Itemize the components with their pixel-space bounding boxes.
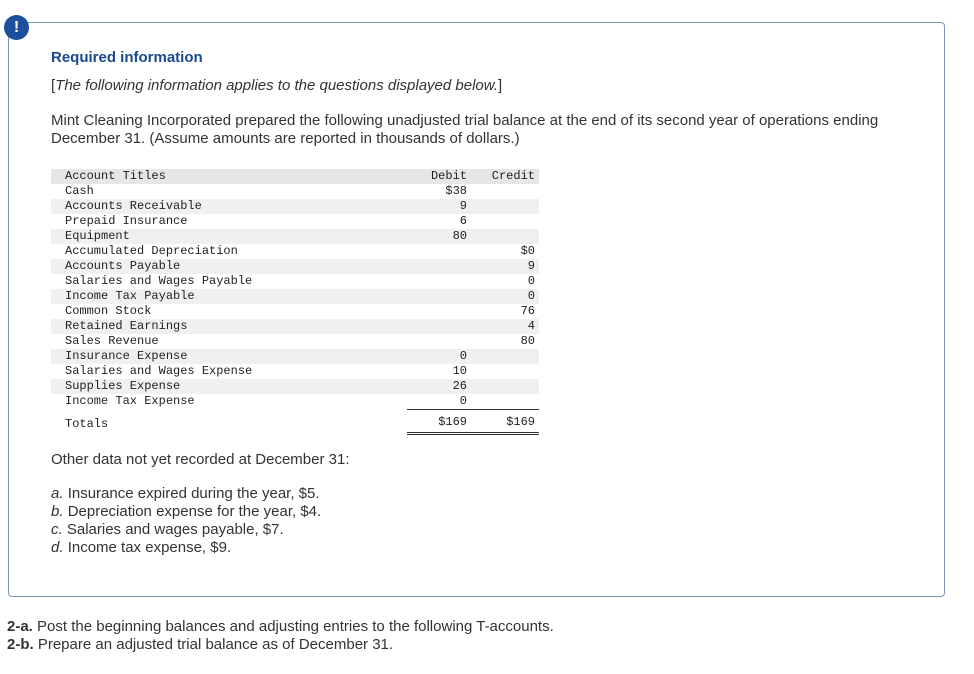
header-debit: Debit (407, 169, 475, 184)
account-cell: Supplies Expense (51, 379, 407, 394)
question-label: 2-a. (7, 618, 33, 635)
account-cell: Prepaid Insurance (65, 214, 188, 228)
credit-cell (475, 199, 539, 214)
list-item-letter: c. (51, 521, 63, 538)
credit-cell (475, 184, 539, 199)
debit-cell (407, 244, 475, 259)
totals-row (51, 410, 539, 434)
list-item (51, 521, 321, 539)
table-row (51, 259, 539, 274)
list-item-letter: b. (51, 503, 64, 520)
question-item (7, 636, 554, 654)
question-text: Prepare an adjusted trial balance as of December 31. (37, 636, 394, 653)
header-credit: Credit (475, 169, 539, 184)
account-cell: Salaries and Wages Expense (65, 364, 253, 378)
credit-cell: 0 (527, 274, 535, 288)
list-item (51, 485, 321, 503)
credit-cell (475, 394, 539, 410)
debit-cell: $38 (445, 184, 467, 198)
list-item-text: Insurance expired during the year, $5. (67, 485, 320, 502)
credit-cell: 80 (520, 334, 535, 348)
account-cell: Insurance Expense (51, 349, 407, 364)
credit-cell: 4 (475, 319, 539, 334)
question-text: Post the beginning balances and adjusting entries to the following T-accounts. (37, 618, 554, 635)
table-header-row (51, 169, 539, 184)
table-row (51, 244, 539, 259)
table-row (51, 349, 539, 364)
debit-cell: 9 (407, 199, 475, 214)
totals-debit: $169 (407, 410, 475, 434)
question-item (7, 618, 554, 636)
credit-cell (475, 379, 539, 394)
credit-cell (475, 214, 539, 229)
table-row (51, 184, 539, 199)
table-row (51, 289, 539, 304)
credit-cell (475, 349, 539, 364)
debit-cell: 10 (452, 364, 467, 378)
required-info-title: Required information (51, 49, 203, 66)
debit-cell: 0 (407, 349, 475, 364)
list-item-text: Salaries and wages payable, $7. (66, 521, 284, 538)
debit-cell (407, 274, 475, 289)
table-row (51, 199, 539, 214)
alert-icon: ! (4, 15, 29, 40)
debit-cell (407, 289, 475, 304)
credit-cell: 0 (475, 289, 539, 304)
info-note-text: The following information applies to the questions displayed below. (55, 77, 498, 94)
table-row (51, 214, 539, 229)
account-cell: Common Stock (65, 304, 152, 318)
account-cell: Cash (65, 184, 94, 198)
table-row (51, 334, 539, 349)
account-cell: Salaries and Wages Payable (65, 274, 253, 288)
debit-cell (407, 259, 475, 274)
account-cell: Accounts Payable (51, 259, 407, 274)
totals-label: Totals (65, 416, 109, 431)
info-note: [The following information applies to the questions displayed below.] (51, 77, 503, 94)
debit-cell (407, 334, 475, 349)
list-item-letter: d. (51, 539, 64, 556)
table-row (51, 394, 539, 410)
credit-cell (475, 364, 539, 379)
table-row (51, 319, 539, 334)
debit-cell: 0 (459, 394, 467, 408)
account-cell: Accumulated Depreciation (65, 244, 238, 258)
credit-cell (475, 229, 539, 244)
list-item-letter: a. (51, 485, 64, 502)
list-item (51, 503, 321, 521)
table-row (51, 304, 539, 319)
account-cell: Accounts Receivable (51, 199, 407, 214)
question-label: 2-b. (7, 636, 34, 653)
table-row (51, 364, 539, 379)
account-cell: Sales Revenue (65, 334, 159, 348)
list-item (51, 539, 321, 557)
credit-cell: 9 (475, 259, 539, 274)
list-item-text: Income tax expense, $9. (67, 539, 232, 556)
debit-cell: 80 (407, 229, 475, 244)
debit-cell: 26 (407, 379, 475, 394)
debit-cell: 6 (459, 214, 467, 228)
header-account: Account Titles (51, 169, 407, 184)
credit-cell: $0 (520, 244, 535, 258)
account-cell: Equipment (51, 229, 407, 244)
required-info-panel (8, 22, 945, 597)
debit-cell (407, 319, 475, 334)
account-cell: Income Tax Expense (65, 394, 195, 409)
question-list (7, 618, 554, 654)
table-row (51, 274, 539, 289)
account-cell: Retained Earnings (51, 319, 407, 334)
trial-balance-table (51, 169, 539, 435)
list-item-text: Depreciation expense for the year, $4. (67, 503, 322, 520)
problem-intro: Mint Cleaning Incorporated prepared the following unadjusted trial balance at the end of its second year of operations ending December 31. (Assume amounts are reported in thousands of dollars.) (51, 112, 879, 147)
totals-credit: $169 (475, 410, 539, 434)
table-row (51, 379, 539, 394)
other-data-list (51, 485, 321, 557)
other-data-title: Other data not yet recorded at December 31: (51, 451, 350, 468)
table-row (51, 229, 539, 244)
debit-cell (407, 304, 475, 319)
account-cell: Income Tax Payable (51, 289, 407, 304)
credit-cell: 76 (520, 304, 535, 318)
